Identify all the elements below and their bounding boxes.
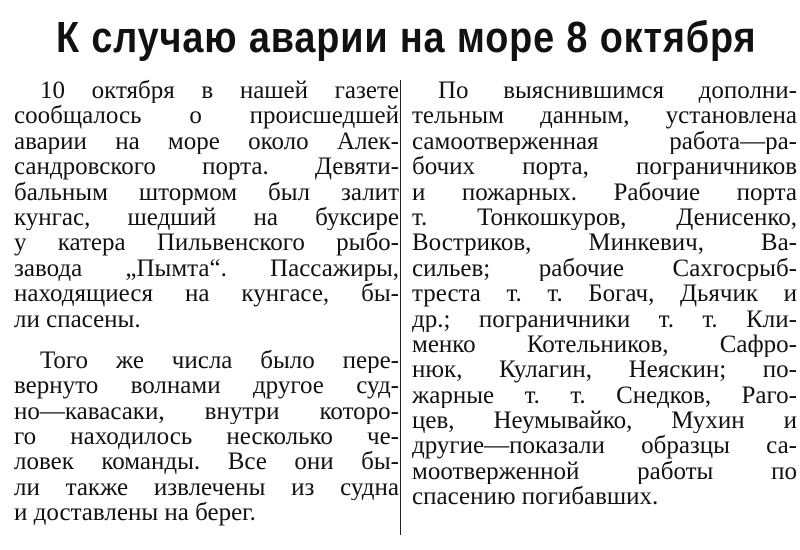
text-line: ли спасены. bbox=[14, 306, 141, 332]
paragraph bbox=[412, 78, 797, 510]
text-line: По выяснившимся дополни- bbox=[438, 78, 797, 104]
text-line: у катера Пильвенского рыбо- bbox=[14, 230, 399, 256]
text-line: Того же числа было пере- bbox=[40, 347, 399, 374]
text-line: Востриков, Минкевич, Ва- bbox=[412, 230, 797, 256]
text-line: менко Котельников, Сафро- bbox=[412, 331, 797, 358]
text-line: ловек команды. Все они бы- bbox=[14, 449, 399, 475]
article-headline: К случаю аварии на море 8 октября bbox=[56, 13, 757, 62]
text-line: треста т. т. Богач, Дьячик и bbox=[412, 281, 797, 307]
text-line: и пожарных. Рабочие порта bbox=[412, 179, 797, 205]
text-line: другие—показали образцы са- bbox=[412, 433, 797, 459]
paragraph bbox=[14, 348, 399, 526]
text-line: нюк, Кулагин, Неяскин; по- bbox=[412, 357, 797, 383]
text-line: жарные т. т. Снедков, Раго- bbox=[412, 382, 797, 409]
text-line: но—кавасаки, внутри которо- bbox=[14, 398, 399, 425]
text-line: го находилось несколько че- bbox=[14, 424, 399, 450]
right-column bbox=[412, 78, 797, 510]
text-line: бочих порта, пограничников bbox=[412, 154, 797, 180]
column-divider bbox=[400, 80, 401, 535]
text-line: тельным данным, установлена bbox=[412, 103, 797, 129]
text-line: и доставлены на берег. bbox=[14, 500, 256, 526]
text-line: др.; пограничники т. т. Кли- bbox=[412, 306, 797, 332]
text-line: аварии на море около Алек- bbox=[14, 128, 399, 155]
text-line: спасению погибавших. bbox=[412, 484, 659, 510]
paragraph bbox=[14, 78, 399, 332]
text-line: самоотверженная работа—ра- bbox=[412, 128, 797, 155]
text-line: сообщалось о происшедшей bbox=[14, 103, 399, 129]
text-line: ли также извлечены из судна bbox=[14, 474, 399, 501]
text-line: сильев; рабочие Сахгосрыб- bbox=[412, 255, 797, 282]
text-line: сандровского порта. Девяти- bbox=[14, 154, 399, 180]
text-line: 10 октября в нашей газете bbox=[40, 78, 399, 104]
text-line: завода „Пымта“. Пассажиры, bbox=[14, 255, 399, 282]
text-line: моотверженной работы по bbox=[412, 458, 797, 485]
paragraph-gap bbox=[14, 332, 399, 348]
text-line: вернуто волнами другое суд- bbox=[14, 373, 399, 399]
text-line: бальным штормом был залит bbox=[14, 179, 399, 205]
left-column bbox=[14, 78, 399, 526]
text-line: находящиеся на кунгасе, бы- bbox=[14, 281, 399, 307]
text-line: т. Тонкошкуров, Денисенко, bbox=[412, 204, 797, 231]
text-line: цев, Неумывайко, Мухин и bbox=[412, 408, 797, 434]
text-line: кунгас, шедший на буксире bbox=[14, 204, 399, 231]
